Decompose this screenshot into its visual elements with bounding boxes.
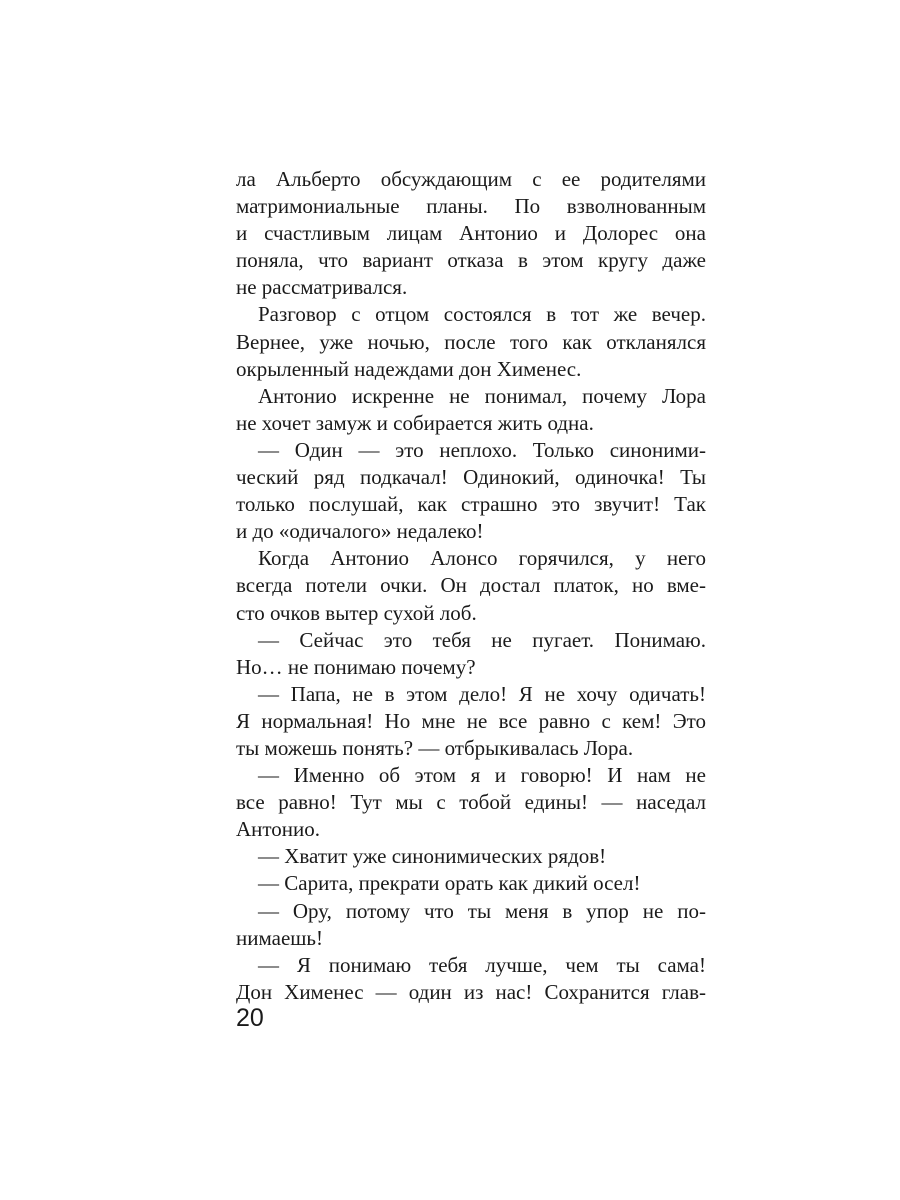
paragraph [236, 545, 706, 626]
text-line: — Один — это неплохо. Только синоними- [258, 437, 706, 462]
paragraph [236, 898, 706, 952]
text-line: всегда потели очки. Он достал платок, но вме- [236, 573, 706, 598]
text-line: ла Альберто обсуждающим с ее родителями [236, 167, 706, 191]
text-line: не рассматривался. [236, 275, 408, 300]
text-line: — Хватит уже синонимических рядов! [258, 844, 607, 869]
text-line: Антонио искренне не понимал, почему Лора [258, 383, 706, 408]
text-line: Вернее, уже ночью, после того как откланялся [236, 329, 706, 354]
paragraph [236, 762, 706, 843]
text-line: — Папа, не в этом дело! Я не хочу одичать! [258, 681, 706, 706]
text-line: только послушай, как страшно это звучит! Так [236, 492, 706, 517]
paragraph [236, 437, 706, 545]
text-line: ческий ряд подкачал! Одинокий, одиночка! Ты [236, 465, 706, 490]
text-line: нимаешь! [236, 925, 324, 950]
text-line: и до «одичалого» недалеко! [236, 519, 484, 544]
text-line: — Сейчас это тебя не пугает. Понимаю. [258, 627, 706, 652]
text-line: поняла, что вариант отказа в этом кругу даже [236, 248, 706, 273]
page-number: 20 [236, 1004, 264, 1032]
text-line: Но… не понимаю почему? [236, 654, 476, 679]
text-line: все равно! Тут мы с тобой едины! — наседал [236, 790, 706, 815]
paragraph [236, 301, 706, 382]
text-line: Я нормальная! Но мне не все равно с кем! Это [236, 708, 706, 733]
paragraph [236, 870, 706, 897]
text-line: окрыленный надеждами дон Хименес. [236, 356, 582, 381]
text-line: не хочет замуж и собирается жить одна. [236, 410, 594, 435]
text-line: ты можешь понять? — отбрыкивалась Лора. [236, 735, 634, 760]
text-line: — Сарита, прекрати орать как дикий осел! [258, 871, 641, 896]
paragraph [236, 681, 706, 762]
text-line: — Я понимаю тебя лучше, чем ты сама! [258, 952, 706, 977]
text-line: — Именно об этом я и говорю! И нам не [258, 763, 706, 788]
text-line: — Ору, потому что ты меня в упор не по- [258, 898, 706, 923]
paragraph [236, 627, 706, 681]
text-line: сто очков вытер сухой лоб. [236, 600, 477, 625]
paragraph [236, 166, 706, 301]
text-line: Разговор с отцом состоялся в тот же вечер. [258, 302, 706, 327]
paragraph [236, 383, 706, 437]
text-line: Когда Антонио Алонсо горячился, у него [258, 546, 706, 571]
paragraph [236, 952, 706, 1006]
text-line: матримониальные планы. По взволнованным [236, 194, 706, 219]
text-line: Дон Хименес — один из нас! Сохранится глав- [236, 979, 706, 1004]
body-text [236, 166, 706, 1006]
text-line: и счастливым лицам Антонио и Долорес она [236, 221, 706, 246]
paragraph [236, 843, 706, 870]
text-line: Антонио. [236, 817, 321, 842]
